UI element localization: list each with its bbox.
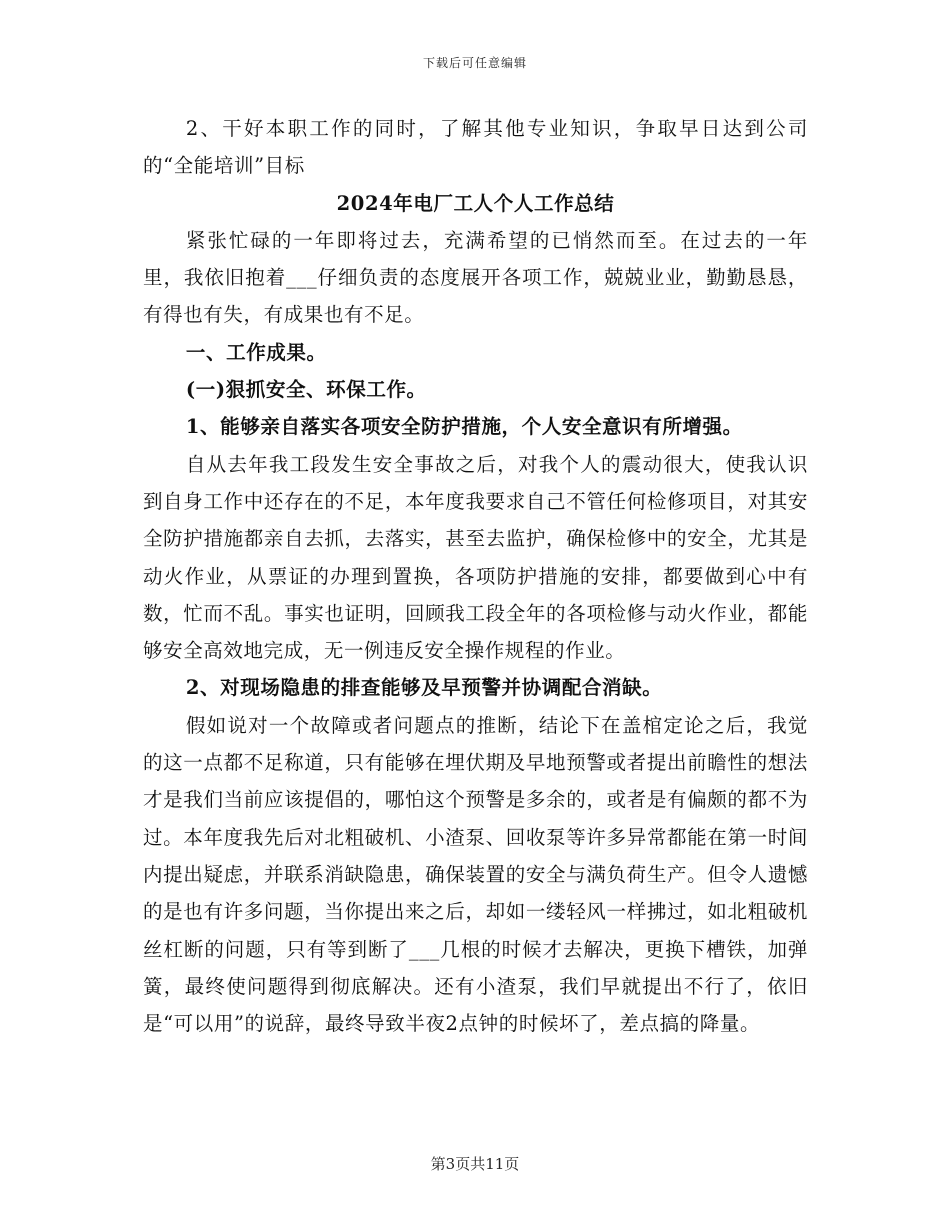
heading-safety-environment: (一)狠抓安全、环保工作。 <box>185 378 427 402</box>
paragraph-intro: 紧张忙碌的一年即将过去，充满希望的已悄然而至。在过去的一年里，我依旧抱着___仔细负责的态度展开各项工作，兢兢业业，勤勤恳恳，有得也有失，有成果也有不足。 <box>143 228 808 327</box>
page-footer: 第3页共11页 <box>430 1155 520 1173</box>
heading-hazard-warning: 2、对现场隐患的排查能够及早预警并协调配合消缺。 <box>185 676 663 700</box>
page-header: 下载后可任意编辑 <box>422 56 527 70</box>
heading-safety-measures: 1、能够亲自落实各项安全防护措施，个人安全意识有所增强。 <box>185 415 743 439</box>
paragraph-safety-details: 自从去年我工段发生安全事故之后，对我个人的震动很大，使我认识到自身工作中还存在的不足，本年度我要求自己不管任何检修项目，对其安全防护措施都亲自去抓，去落实，甚至去监护，确保检修中的安全，尤其是动火作业，从票证的办理到置换，各项防护措施的安排，都要做到心中有数，忙而不乱。事实也证明，回顾我工段全年的各项检修与动火作业，都能够安全高效地完成，无一例违反安全操作规程的作业。 <box>143 452 808 663</box>
paragraph-goal: 2、干好本职工作的同时，了解其他专业知识，争取早日达到公司的“全能培训”目标 <box>143 117 808 178</box>
document-body <box>143 110 808 1042</box>
heading-work-results: 一、工作成果。 <box>185 340 327 364</box>
paragraph-hazard-details: 假如说对一个故障或者问题点的推断，结论下在盖棺定论之后，我觉的这一点都不足称道，只有能够在埋伏期及早地预警或者提出前瞻性的想法才是我们当前应该提倡的，哪怕这个预警是多余的，或者是有偏颇的都不为过。本年度我先后对北粗破机、小渣泵、回收泵等许多异常都能在第一时间内提出疑虑，并联系消缺隐患，确保装置的安全与满负荷生产。但令人遗憾的是也有许多问题，当你提出来之后，却如一缕轻风一样拂过，如北粗破机丝杠断的问题，只有等到断了___几根的时候才去解决，更换下槽铁，加弹簧，最终使问题得到彻底解决。还有小渣泵，我们早就提出不行了，依旧是“可以用”的说辞，最终导致半夜2点钟的时候坏了，差点搞的降量。 <box>143 713 808 1036</box>
document-title: 2024年电厂工人个人工作总结 <box>336 191 615 215</box>
